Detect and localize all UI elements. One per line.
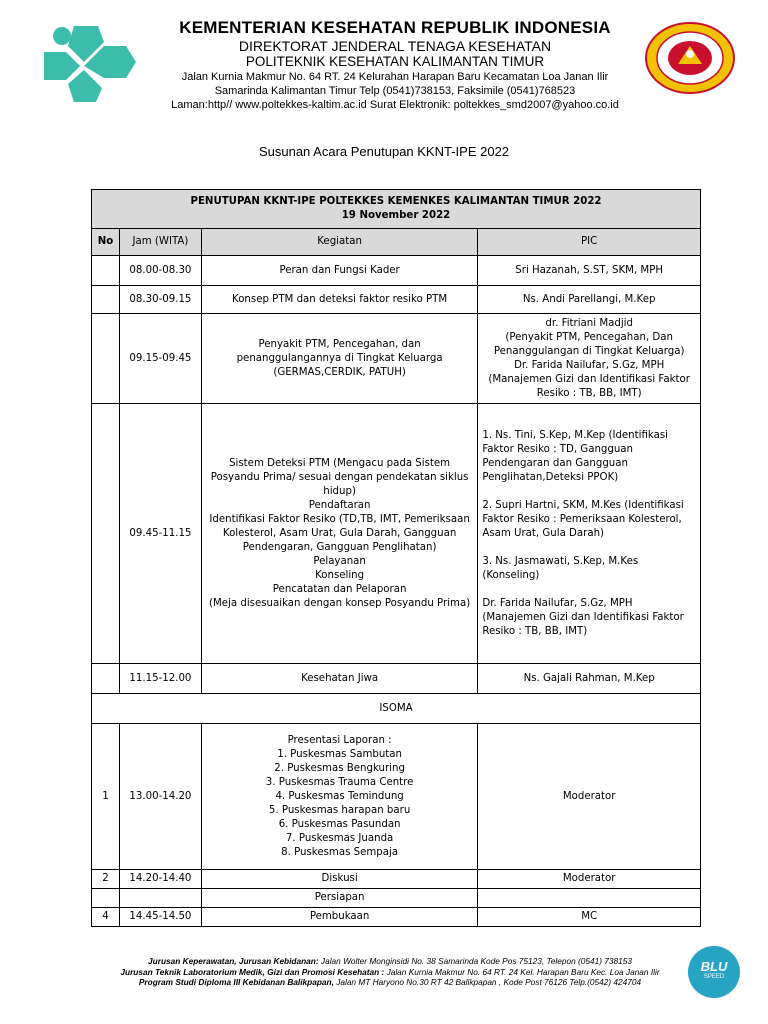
table-title [92, 190, 701, 229]
cell-time: 11.15-12.00 [119, 664, 201, 694]
pic-line: 2. Supri Hartni, SKM, M.Kes (Identifikasi Faktor Resiko : Pemeriksaan Kolesterol, Asam Urat, Gula Darah) [482, 499, 684, 539]
address-line-1: Jalan Kurnia Makmur No. 64 RT. 24 Kelurahan Harapan Baru Kecamatan Loa Janan Ilir [181, 71, 609, 83]
cell-time: 09.15-09.45 [119, 314, 201, 404]
cell-no [92, 286, 120, 314]
column-header-no: No [92, 229, 120, 256]
pic-line: 1. Ns. Tini, S.Kep, M.Kep (Identifikasi Faktor Resiko : TD, Gangguan Pendengaran dan Gangguan Penglihatan,Deteksi PPOK) [482, 429, 668, 483]
blu-badge-text: BLU [700, 959, 728, 974]
cell-no [92, 889, 120, 908]
website-email: Laman:http// www.poltekkes-kaltim.ac.id Surat Elektronik: poltekkes_smd2007@yahoo.co.id [171, 99, 619, 111]
cell-no: 1 [92, 724, 120, 870]
kemenkes-logo-icon [40, 22, 140, 104]
footer-line-2-label: Jurusan Teknik Laboratorium Medik, Gizi dan Promosi Kesehatan : [120, 966, 385, 977]
break-row [92, 694, 701, 724]
cell-pic: MC [478, 908, 701, 927]
activity-line: Pencatatan dan Pelaporan [272, 583, 407, 595]
activity-line: Pendaftaran [308, 499, 371, 511]
cell-time: 14.45-14.50 [119, 908, 201, 927]
pic-line: 3. Ns. Jasmawati, S.Kep, M.Kes (Konseling) [482, 555, 639, 581]
activity-line: (Meja disesuaikan dengan konsep Posyandu Prima) [209, 597, 471, 609]
cell-time [119, 889, 201, 908]
pic-line: Dr. Farida Nailufar, S.Gz, MPH (Manajemen Gizi dan Identifikasi Faktor Resiko : TB, BB, IMT) [482, 597, 684, 637]
table-row [92, 908, 701, 927]
ministry-name: KEMENTERIAN KESEHATAN REPUBLIK INDONESIA [179, 18, 611, 37]
column-header-activity: Kegiatan [201, 229, 477, 256]
pic-line: Dr. Farida Nailufar, S.Gz, MPH [514, 359, 665, 371]
table-row [92, 256, 701, 286]
table-row [92, 664, 701, 694]
cell-no [92, 256, 120, 286]
cell-time: 09.45-11.15 [119, 404, 201, 664]
table-title-line-2: 19 November 2022 [341, 210, 451, 221]
footer-line-3-text: Jalan MT Haryono No.30 RT 42 Balikpapan , Kode Post 76126 Telp.(0542) 424704 [333, 977, 642, 987]
activity-line: Identifikasi Faktor Resiko (TD,TB, IMT, Pemeriksaan Kolesterol, Asam Urat, Gula Darah, Gangguan Pendengaran, Gangguan Penglihatan) [209, 513, 470, 553]
footer-line-1-text: Jalan Wolter Monginsidi No. 38 Samarinda Kode Pos 75123, Telepon (0541) 738153 [318, 956, 632, 966]
table-row [92, 404, 701, 664]
blu-badge-subtext: SPEED [703, 974, 725, 980]
school-name: POLITEKNIK KESEHATAN KALIMANTAN TIMUR [245, 54, 545, 69]
letterhead-text [145, 18, 645, 112]
blu-badge-icon [688, 946, 740, 998]
column-header-pic: PIC [478, 229, 701, 256]
cell-pic: Sri Hazanah, S.ST, SKM, MPH [478, 256, 701, 286]
activity-line: 5. Puskesmas harapan baru [268, 804, 411, 816]
directorate-name: DIREKTORAT JENDERAL TENAGA KESEHATAN [238, 38, 552, 54]
cell-no: 4 [92, 908, 120, 927]
cell-pic [478, 404, 701, 664]
activity-line: Sistem Deteksi PTM (Mengacu pada Sistem Posyandu Prima/ sesuai dengan pendekatan siklus hidup) [210, 457, 469, 497]
cell-activity: Persiapan [201, 889, 477, 908]
cell-no [92, 404, 120, 664]
table-row [92, 870, 701, 889]
cell-pic: Moderator [478, 724, 701, 870]
activity-line: 3. Puskesmas Trauma Centre [265, 776, 414, 788]
cell-pic [478, 889, 701, 908]
activity-line: Presentasi Laporan : [287, 734, 392, 746]
agenda-table [91, 189, 701, 927]
footer-addresses [90, 956, 690, 988]
activity-line: 8. Puskesmas Sempaja [281, 846, 399, 858]
pic-line: (Penyakit PTM, Pencegahan, Dan Penanggulangan di Tingkat Keluarga) [493, 331, 685, 357]
cell-time: 14.20-14.40 [119, 870, 201, 889]
cell-activity: Peran dan Fungsi Kader [201, 256, 477, 286]
cell-activity: Kesehatan Jiwa [201, 664, 477, 694]
cell-time: 08.00-08.30 [119, 256, 201, 286]
cell-no [92, 664, 120, 694]
letterhead [0, 0, 768, 120]
cell-activity: Penyakit PTM, Pencegahan, dan penanggulangannya di Tingkat Keluarga (GERMAS,CERDIK, PATUH) [201, 314, 477, 404]
footer-line-1-label: Jurusan Keperawatan, Jurusan Kebidanan: [148, 956, 319, 966]
cell-no: 2 [92, 870, 120, 889]
table-row [92, 314, 701, 404]
activity-line: Konseling [315, 569, 365, 581]
footer-line-1 [90, 956, 690, 967]
poltekkes-seal-icon [645, 22, 735, 94]
cell-activity [201, 724, 477, 870]
cell-activity: Diskusi [201, 870, 477, 889]
cell-time: 08.30-09.15 [119, 286, 201, 314]
pic-line: dr. Fitriani Madjid [545, 317, 633, 329]
cell-no [92, 314, 120, 404]
cell-pic: Moderator [478, 870, 701, 889]
cell-time: 13.00-14.20 [119, 724, 201, 870]
activity-line: 2. Puskesmas Bengkuring [274, 762, 405, 774]
table-row [92, 724, 701, 870]
activity-line: Pelayanan [313, 555, 366, 567]
footer-line-2-text: Jalan Kurnia Makmur No. 64 RT. 24 Kel. Harapan Baru Kec. Loa Janan Ilir [384, 966, 660, 977]
activity-line: 4. Puskesmas Temindung [275, 790, 404, 802]
footer-line-3 [90, 977, 690, 988]
table-title-line-1: PENUTUPAN KKNT-IPE POLTEKKES KEMENKES KALIMANTAN TIMUR 2022 [190, 196, 602, 207]
table-row [92, 286, 701, 314]
activity-line: 1. Puskesmas Sambutan [277, 748, 402, 760]
document-title: Susunan Acara Penutupan KKNT-IPE 2022 [258, 144, 510, 159]
activity-line: 6. Puskesmas Pasundan [278, 818, 401, 830]
address-line-2: Samarinda Kalimantan Timur Telp (0541)738153, Faksimile (0541)768523 [214, 85, 576, 97]
column-header-time: Jam (WITA) [119, 229, 201, 256]
cell-pic: Ns. Andi Parellangi, M.Kep [478, 286, 701, 314]
cell-pic [478, 314, 701, 404]
table-row [92, 889, 701, 908]
pic-line: (Manajemen Gizi dan Identifikasi Faktor Resiko : TB, BB, IMT) [488, 373, 690, 399]
footer-line-3-label: Program Studi Diploma III Kebidanan Balikpapan, [138, 977, 334, 987]
cell-activity: Konsep PTM dan deteksi faktor resiko PTM [201, 286, 477, 314]
cell-pic: Ns. Gajali Rahman, M.Kep [478, 664, 701, 694]
footer-line-2 [90, 967, 690, 978]
cell-activity [201, 404, 477, 664]
cell-activity: Pembukaan [201, 908, 477, 927]
break-label: ISOMA [92, 694, 701, 724]
activity-line: 7. Puskesmas Juanda [285, 832, 394, 844]
